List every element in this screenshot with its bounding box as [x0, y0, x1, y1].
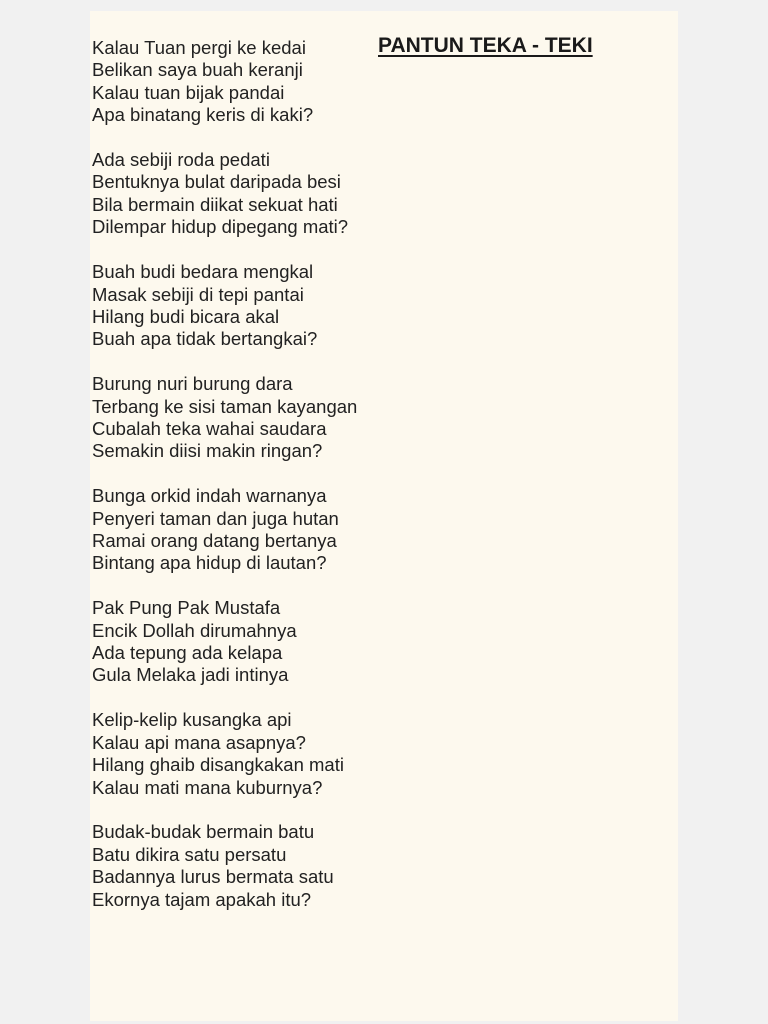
pantun-line: Cubalah teka wahai saudara — [92, 417, 327, 439]
pantun-line: Budak-budak bermain batu — [92, 821, 315, 843]
pantun-stanza-5 — [92, 485, 357, 575]
pantun-line: Bunga orkid indah warnanya — [92, 485, 327, 507]
pantun-line: Kalau tuan bijak pandai — [92, 81, 285, 103]
pantun-line: Penyeri taman dan juga hutan — [92, 507, 339, 529]
pantun-stanza-7 — [92, 709, 357, 799]
pantun-line: Masak sebiji di tepi pantai — [92, 283, 304, 305]
pantun-stanza-2 — [92, 149, 357, 239]
pantun-line: Bintang apa hidup di lautan? — [92, 552, 327, 574]
pantun-stanza-3 — [92, 261, 357, 351]
pantun-line: Ada sebiji roda pedati — [92, 149, 270, 171]
pantun-list — [92, 37, 357, 934]
pantun-stanza-4 — [92, 373, 357, 463]
pantun-line: Batu dikira satu persatu — [92, 843, 287, 865]
document-title: PANTUN TEKA - TEKI — [378, 34, 593, 57]
pantun-line: Encik Dollah dirumahnya — [92, 619, 297, 641]
pantun-line: Terbang ke sisi taman kayangan — [92, 395, 358, 417]
pantun-line: Hilang ghaib disangkakan mati — [92, 754, 344, 776]
pantun-line: Pak Pung Pak Mustafa — [92, 597, 281, 619]
pantun-line: Kalau mati mana kuburnya? — [92, 776, 323, 798]
pantun-line: Buah apa tidak bertangkai? — [92, 328, 318, 350]
pantun-line: Ekornya tajam apakah itu? — [92, 888, 312, 910]
pantun-line: Kelip-kelip kusangka api — [92, 709, 292, 731]
document-page — [90, 11, 678, 1021]
pantun-line: Semakin diisi makin ringan? — [92, 440, 323, 462]
pantun-line: Bentuknya bulat daripada besi — [92, 171, 341, 193]
pantun-line: Bila bermain diikat sekuat hati — [92, 193, 338, 215]
pantun-stanza-1 — [92, 37, 357, 127]
pantun-line: Kalau api mana asapnya? — [92, 731, 306, 753]
pantun-line: Belikan saya buah keranji — [92, 59, 303, 81]
pantun-stanza-8 — [92, 821, 357, 911]
pantun-line: Hilang budi bicara akal — [92, 305, 280, 327]
pantun-line: Buah budi bedara mengkal — [92, 261, 314, 283]
pantun-line: Ada tepung ada kelapa — [92, 642, 283, 664]
pantun-line: Dilempar hidup dipegang mati? — [92, 216, 349, 238]
pantun-line: Apa binatang keris di kaki? — [92, 104, 314, 126]
pantun-stanza-6 — [92, 597, 357, 687]
pantun-line: Burung nuri burung dara — [92, 373, 293, 395]
pantun-line: Ramai orang datang bertanya — [92, 530, 337, 552]
pantun-line: Gula Melaka jadi intinya — [92, 664, 289, 686]
pantun-line: Kalau Tuan pergi ke kedai — [92, 37, 306, 58]
pantun-line: Badannya lurus bermata satu — [92, 866, 334, 888]
